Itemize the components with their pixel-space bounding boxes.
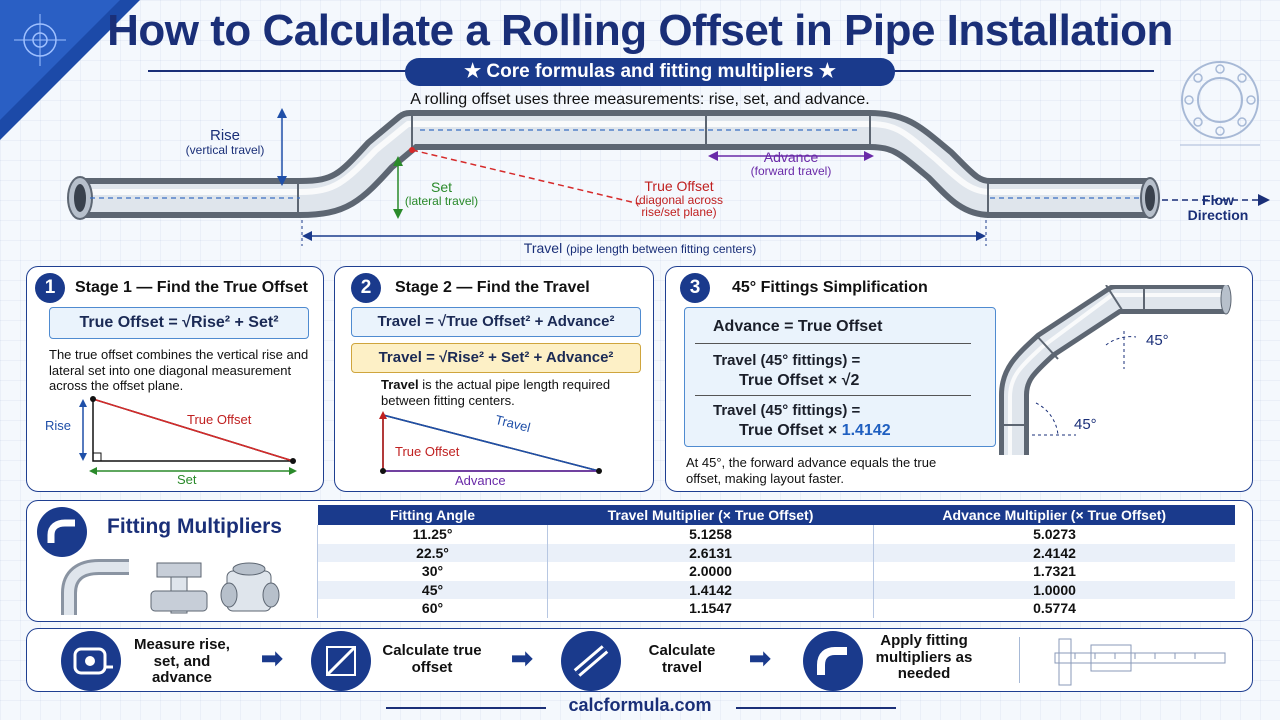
stage1-hyp-label: True Offset	[187, 412, 252, 427]
elbow-fittings-illustration	[996, 285, 1246, 475]
arrow-right-icon: ➡	[749, 643, 771, 673]
stage3-panel	[665, 266, 1253, 492]
table-row	[318, 581, 1236, 600]
stage3-line3a: Travel (45° fittings) =	[713, 402, 861, 419]
diagonal-icon	[311, 631, 371, 691]
stage3-number: 3	[680, 273, 710, 303]
table-cell: 2.6131	[548, 544, 874, 563]
set-label-text: Set	[430, 179, 452, 195]
stage1-set-label: Set	[177, 472, 197, 487]
rise-label	[170, 128, 280, 156]
divider	[695, 343, 971, 344]
stage3-line3b-text: True Offset ×	[739, 422, 838, 439]
advance-label-sub: (forward travel)	[750, 163, 832, 178]
travel-label-text: Travel	[523, 240, 563, 256]
stage1-triangle	[41, 395, 311, 485]
elbow-icon	[803, 631, 863, 691]
stage3-line3b-value: 1.4142	[841, 422, 891, 439]
stage1-number: 1	[35, 273, 65, 303]
stage1-title: Stage 1 — Find the True Offset	[75, 279, 308, 296]
stage2-number: 2	[351, 273, 381, 303]
multipliers-panel	[26, 500, 1253, 622]
table-cell: 1.0000	[874, 581, 1236, 600]
multipliers-table	[317, 505, 1235, 618]
arrow-right-icon: ➡	[511, 643, 533, 673]
stage3-line3b	[739, 422, 891, 440]
table-cell: 22.5°	[318, 544, 548, 563]
tape-measure-icon	[61, 631, 121, 691]
stage2-desc-text: is the actual pipe length required between fitting centers.	[381, 377, 611, 408]
divider	[695, 395, 971, 396]
table-cell: 45°	[318, 581, 548, 600]
advance-label-text: Advance	[763, 149, 819, 165]
step-label: Measure rise, set, and advance	[134, 636, 230, 686]
stage3-formula-box	[684, 307, 996, 447]
multipliers-title: Fitting Multipliers	[107, 515, 282, 538]
divider	[148, 70, 408, 72]
stage2-panel	[334, 266, 654, 492]
stage2-vert-label: True Offset	[395, 444, 460, 459]
stage3-line1: Advance = True Offset	[713, 318, 883, 335]
stage2-hyp-label: Travel	[493, 411, 533, 436]
rise-label-text: Rise	[209, 127, 240, 144]
table-cell: 11.25°	[318, 525, 548, 544]
table-cell: 1.1547	[548, 599, 874, 618]
table-cell: 2.4142	[874, 544, 1236, 563]
stage3-description: At 45°, the forward advance equals the true offset, making layout faster.	[686, 455, 937, 486]
true-offset-label-sub: (diagonal across rise/set plane)	[634, 192, 724, 220]
stage3-title: 45° Fittings Simplification	[732, 279, 928, 296]
table-cell: 0.5774	[874, 599, 1236, 618]
table-cell: 60°	[318, 599, 548, 618]
table-header: Travel Multiplier (× True Offset)	[548, 505, 874, 525]
table-row	[318, 525, 1236, 544]
page-title: How to Calculate a Rolling Offset in Pipe Installation	[107, 6, 1173, 55]
stage3-line2b: True Offset × √2	[739, 372, 860, 389]
footer-url: calcformula.com	[568, 695, 712, 715]
elbow-icon	[37, 507, 87, 557]
angle-label-upper: 45°	[1146, 332, 1169, 349]
stage1-description: The true offset combines the vertical rise and lateral set into one diagonal measurement across the offset plane.	[49, 347, 309, 394]
travel-label	[440, 241, 840, 256]
subtitle-banner: ★ Core formulas and fitting multipliers ★	[405, 58, 895, 86]
stage1-formula: True Offset = √Rise² + Set²	[49, 307, 309, 339]
intro-text: A rolling offset uses three measurements: rise, set, and advance.	[410, 91, 870, 108]
true-offset-label-text: True Offset	[644, 178, 714, 194]
stage2-title: Stage 2 — Find the Travel	[395, 279, 590, 296]
table-cell: 2.0000	[548, 562, 874, 581]
angle-label-lower: 45°	[1074, 416, 1097, 433]
table-cell: 1.4142	[548, 581, 874, 600]
table-cell: 5.1258	[548, 525, 874, 544]
step-label: Calculate travel	[648, 642, 716, 676]
step-label: Apply fitting multipliers as needed	[875, 632, 973, 682]
table-header: Advance Multiplier (× True Offset)	[874, 505, 1236, 525]
stage2-desc-bold: Travel	[381, 377, 419, 392]
table-row	[318, 599, 1236, 618]
arrow-right-icon: ➡	[261, 643, 283, 673]
caliper-icon	[1045, 635, 1235, 691]
flow-direction-label: Flow Direction	[1187, 192, 1249, 223]
table-cell: 30°	[318, 562, 548, 581]
advance-label	[736, 150, 846, 177]
set-label-sub: (lateral travel)	[404, 193, 479, 208]
table-header: Fitting Angle	[318, 505, 548, 525]
stage2-formula2: Travel = √Rise² + Set² + Advance²	[351, 343, 641, 373]
table-row	[318, 544, 1236, 563]
steps-panel	[26, 628, 1253, 692]
travel-label-sub: (pipe length between fitting centers)	[566, 242, 757, 256]
rise-label-sub: (vertical travel)	[185, 142, 265, 157]
stage1-rise-label: Rise	[45, 418, 72, 433]
table-row	[318, 562, 1236, 581]
table-header-row	[318, 505, 1236, 525]
stage2-description	[381, 377, 641, 408]
set-label	[394, 180, 489, 207]
step-label: Calculate true offset	[382, 642, 482, 676]
stage3-line2a: Travel (45° fittings) =	[713, 352, 861, 369]
table-cell: 5.0273	[874, 525, 1236, 544]
table-cell: 1.7321	[874, 562, 1236, 581]
divider	[1019, 637, 1020, 683]
true-offset-label	[620, 179, 738, 219]
stage2-base-label: Advance	[455, 473, 506, 488]
divider	[892, 70, 1154, 72]
fittings-illustration	[49, 555, 299, 619]
stage2-formula1: Travel = √True Offset² + Advance²	[351, 307, 641, 337]
stage1-panel	[26, 266, 324, 492]
pipe-icon	[561, 631, 621, 691]
